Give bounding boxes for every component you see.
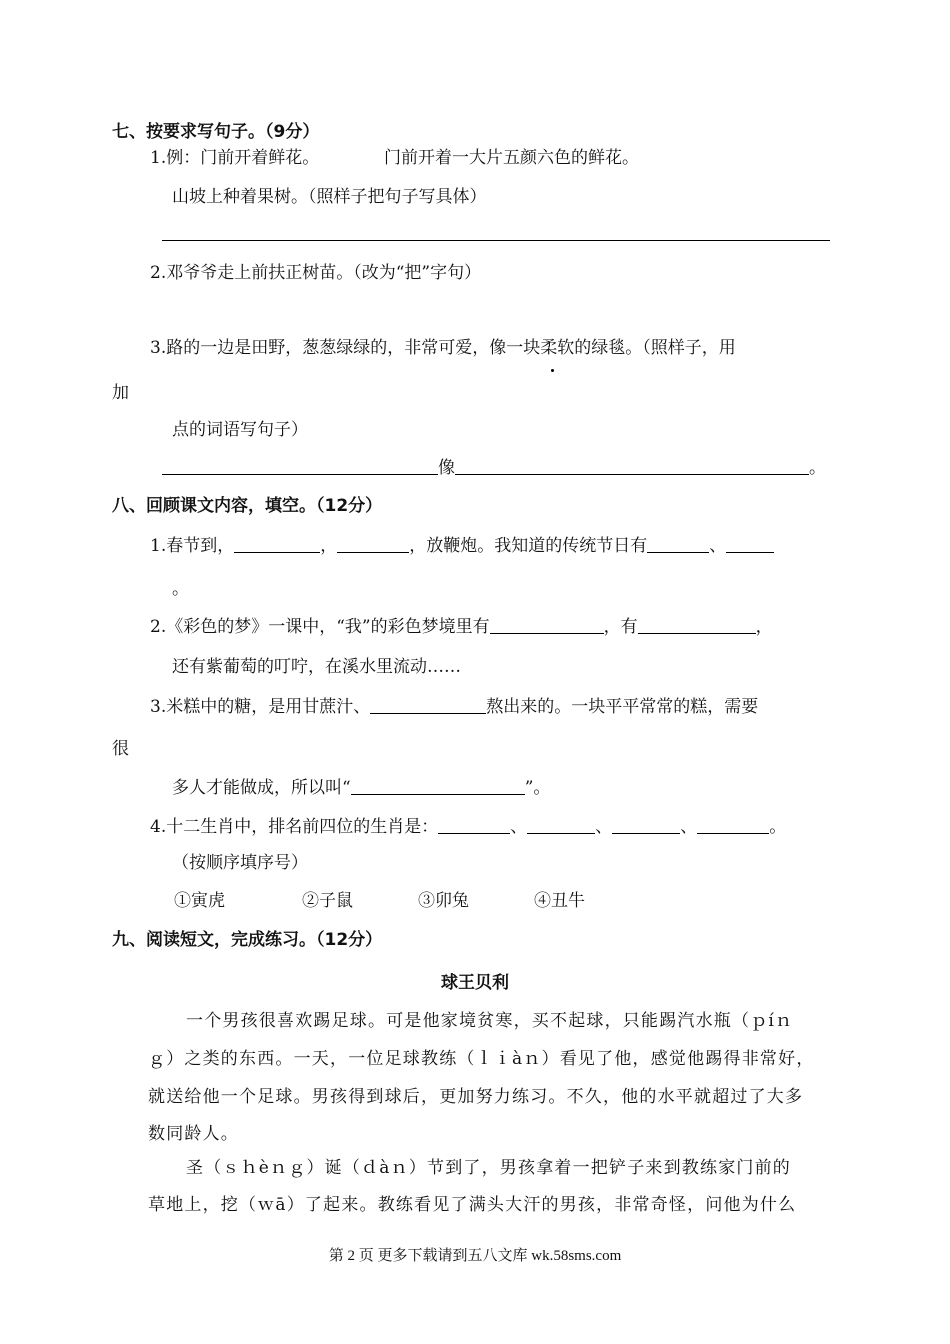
emphasis-dot — [551, 369, 554, 372]
passage-line-6: 草地上，挖（ｗā）了起来。教练看见了满头大汗的男孩，非常奇怪，问他为什么 — [148, 1195, 797, 1215]
q7-1-example: 1.例：门前开着鲜花。 — [150, 148, 320, 168]
q8-3-text-d: 多人才能做成，所以叫“ — [172, 778, 351, 798]
q8-1-row — [150, 534, 774, 558]
q8-2-row — [150, 615, 773, 639]
q8-4-sep-3: 、 — [680, 817, 698, 837]
answer-blank-8-1a[interactable] — [234, 536, 320, 553]
q7-1-model: 门前开着一大片五颜六色的鲜花。 — [384, 148, 639, 168]
answer-line-7-1[interactable] — [162, 240, 830, 241]
q7-3-line1: 3.路的一边是田野，葱葱绿绿的，非常可爱，像一块柔软的绿毯。（照样子，用 — [150, 338, 736, 358]
section-8-heading: 八、回顾课文内容，填空。（12分） — [112, 496, 383, 516]
answer-blank-8-1c[interactable] — [647, 536, 709, 553]
passage-line-3: 就送给他一个足球。男孩得到球后，更加努力练习。不久，他的水平就超过了大多 — [148, 1087, 804, 1107]
q8-4-sep-2: 、 — [595, 817, 613, 837]
passage-line-2: ｇ）之类的东西。一天，一位足球教练（ｌｉàｎ）看见了他，感觉他踢得非常好， — [148, 1049, 815, 1069]
q8-1-comma: ， — [320, 536, 338, 556]
q8-3-text-e: ”。 — [524, 778, 551, 798]
q7-3-mid: 像 — [438, 458, 455, 478]
option-2: ②子鼠 — [302, 891, 353, 911]
answer-blank-7-3b[interactable] — [455, 458, 809, 475]
q8-3-wrap: 很 — [112, 739, 129, 759]
option-4: ④丑牛 — [534, 891, 585, 911]
q8-1-sep: 、 — [709, 536, 727, 556]
q8-1-text-b: ，放鞭炮。我知道的传统节日有 — [409, 536, 648, 556]
answer-blank-8-2b[interactable] — [638, 617, 756, 634]
answer-blank-8-4a[interactable] — [438, 817, 510, 834]
q8-2-text-a: 2.《彩色的梦》一课中，“我”的彩色梦境里有 — [150, 617, 490, 637]
q7-1-task: 山坡上种着果树。（照样子把句子写具体） — [172, 187, 487, 207]
q8-1-end: 。 — [172, 579, 189, 599]
option-1: ①寅虎 — [174, 891, 225, 911]
q7-2: 2.邓爷爷走上前扶正树苗。（改为“把”字句） — [150, 263, 482, 283]
answer-blank-7-3a[interactable] — [162, 458, 438, 475]
answer-blank-8-2a[interactable] — [490, 617, 604, 634]
q7-3-end: 。 — [809, 458, 826, 478]
section-9-heading: 九、阅读短文，完成练习。（12分） — [112, 930, 383, 950]
passage-line-5: 圣（ｓｈèｎｇ）诞（ｄàｎ）节到了，男孩拿着一把铲子来到教练家门前的 — [186, 1158, 791, 1178]
passage-line-1: 一个男孩很喜欢踢足球。可是他家境贫寒，买不起球，只能踢汽水瓶（ｐíｎ — [186, 1011, 794, 1031]
answer-blank-8-1d[interactable] — [726, 536, 774, 553]
section-7-heading: 七、按要求写句子。（9分） — [112, 122, 320, 142]
answer-blank-8-1b[interactable] — [337, 536, 409, 553]
q7-3-wrap: 加 — [112, 383, 129, 403]
answer-blank-8-3b[interactable] — [351, 778, 525, 795]
q8-3-row — [150, 695, 758, 719]
answer-blank-8-4b[interactable] — [527, 817, 595, 834]
passage-line-4: 数同龄人。 — [148, 1124, 239, 1144]
passage-title: 球王贝利 — [441, 973, 509, 993]
answer-blank-8-4d[interactable] — [697, 817, 769, 834]
q8-4-row — [150, 815, 786, 839]
answer-blank-8-3a[interactable] — [370, 697, 486, 714]
answer-blank-8-4c[interactable] — [612, 817, 680, 834]
option-3: ③卯兔 — [418, 891, 469, 911]
q8-3-text-b: 熬出来的。一块平平常常的糕，需要 — [486, 697, 759, 717]
page-footer: 第 2 页 更多下载请到五八文库 wk.58sms.com — [328, 1248, 622, 1264]
q8-4-text-a: 4.十二生肖中，排名前四位的生肖是： — [150, 817, 439, 837]
q8-4-hint: （按顺序填序号） — [172, 853, 308, 873]
q8-2-text-c: ， — [755, 617, 773, 637]
q8-1-text-a: 1.春节到， — [150, 536, 235, 556]
q7-3-line2: 点的词语写句子） — [172, 420, 308, 440]
q7-3-answer-row — [162, 456, 826, 480]
q8-3-line2 — [172, 776, 550, 800]
q8-3-text-a: 3.米糕中的糖，是用甘蔗汁、 — [150, 697, 371, 717]
q8-2-text-b: ，有 — [603, 617, 638, 637]
q8-2-line2: 还有紫葡萄的叮咛，在溪水里流动…… — [172, 657, 461, 677]
q8-4-end: 。 — [769, 817, 787, 837]
q8-4-sep-1: 、 — [510, 817, 528, 837]
